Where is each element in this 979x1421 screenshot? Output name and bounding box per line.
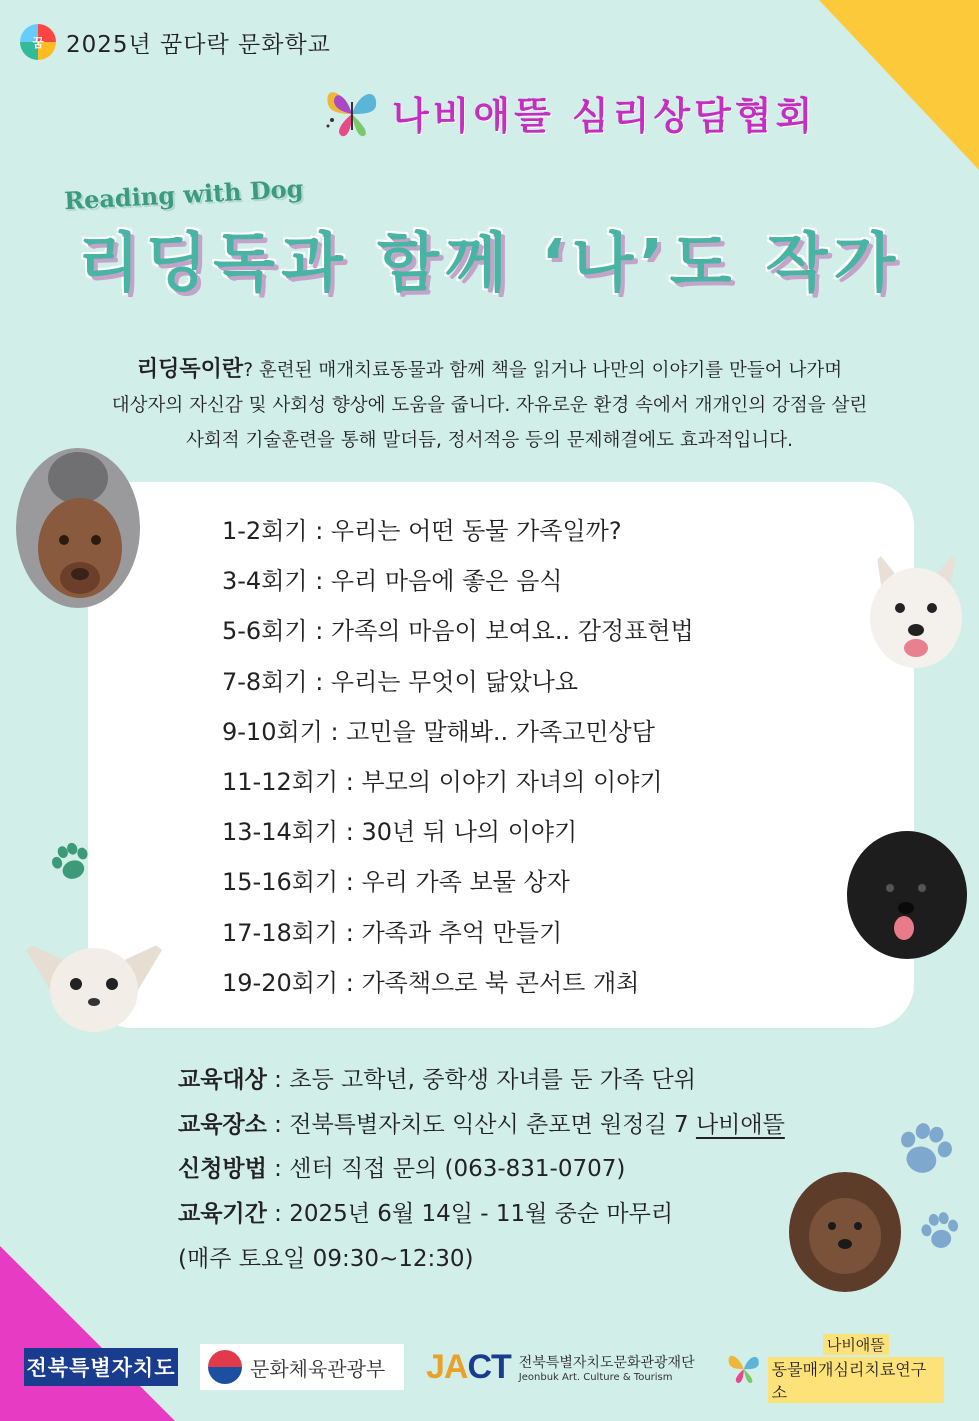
school-header	[20, 24, 331, 60]
dog-photo-chihuahua	[16, 932, 172, 1032]
taegeuk-icon	[208, 1350, 242, 1384]
title-eyebrow: Reading with Dog	[63, 173, 305, 216]
jact-name-ko: 전북특별자치도문화관광재단	[518, 1354, 695, 1371]
info-place-name: 나비애뜰	[695, 1111, 785, 1138]
session-list	[222, 506, 862, 1008]
butterfly-icon	[320, 80, 384, 144]
session-item: 3-4회기 : 우리 마음에 좋은 음식	[222, 567, 563, 596]
info-target-key: 교육대상	[178, 1067, 267, 1093]
info-schedule: (매주 토요일 09:30~12:30)	[178, 1245, 474, 1272]
jact-mark-b: CT	[467, 1347, 511, 1386]
jact-mark-a: JA	[426, 1347, 468, 1386]
sponsor-footer	[0, 1332, 979, 1402]
info-place-key: 교육장소	[178, 1111, 267, 1138]
butterfly-icon	[724, 1348, 764, 1388]
info-target-value: : 초등 고학년, 중학생 자녀를 둔 가족 단위	[266, 1067, 696, 1093]
info-period	[178, 1192, 898, 1237]
paw-print-icon	[918, 1210, 962, 1254]
association-name: 나비애뜰 심리상담협회	[392, 93, 817, 138]
session-item: 1-2회기 : 우리는 어떤 동물 가족일까?	[222, 517, 622, 545]
session-item: 5-6회기 : 가족의 마음이 보여요.. 감정표현법	[222, 617, 694, 646]
session-item: 13-14회기 : 30년 뒤 나의 이야기	[222, 818, 578, 847]
session-item: 17-18회기 : 가족과 추억 만들기	[222, 918, 563, 947]
info-apply-value: : 센터 직접 문의 (063-831-0707)	[266, 1156, 626, 1183]
intro-line-2: 대상자의 자신감 및 사회성 향상에 도움을 줍니다. 자유로운 환경 속에서 개개인의 강점을 살린	[111, 395, 868, 416]
lab-logo	[724, 1336, 944, 1400]
intro-line-1: ? 훈련된 매개치료동물과 함께 책을 읽거나 나만의 이야기를 만들어 나가며	[243, 360, 843, 381]
info-target	[178, 1058, 898, 1103]
mcst-name: 문화체육관광부	[250, 1356, 386, 1381]
jeonbuk-logo: 전북특별자치도	[24, 1348, 178, 1386]
session-item: 11-12회기 : 부모의 이야기 자녀의 이야기	[222, 767, 663, 796]
school-name: 2025년 꿈다락 문화학교	[66, 31, 331, 58]
corner-decoration-top-right	[819, 0, 979, 170]
lab-name-top: 나비애뜰	[823, 1334, 889, 1355]
jact-mark	[426, 1348, 511, 1387]
info-place-value: : 전북특별자치도 익산시 춘포면 원정길 7	[266, 1111, 696, 1138]
association-header	[320, 80, 816, 144]
session-item: 15-16회기 : 우리 가족 보물 상자	[222, 868, 570, 897]
mcst-logo	[200, 1344, 404, 1390]
session-item: 19-20회기 : 가족책으로 북 콘서트 개최	[222, 968, 640, 997]
info-place	[178, 1103, 898, 1148]
intro-paragraph	[0, 352, 979, 458]
dog-photo-black-poodle	[846, 830, 968, 960]
page-title: 리딩독과 함께 ‘나’도 작가	[77, 227, 902, 301]
jact-text	[519, 1352, 695, 1383]
dog-photo-white	[862, 540, 970, 672]
info-apply	[178, 1147, 898, 1192]
intro-lead: 리딩독이란	[136, 357, 244, 382]
jact-logo	[426, 1344, 698, 1390]
lab-name-bottom: 동물매개심리치료연구소	[768, 1357, 944, 1403]
school-logo-icon: 꿈	[20, 24, 56, 60]
paw-print-icon	[892, 1118, 956, 1182]
info-period-value: : 2025년 6월 14일 - 11월 중순 마무리	[266, 1201, 674, 1228]
session-item: 7-8회기 : 우리는 무엇이 닮았나요	[222, 667, 579, 696]
info-period-key: 교육기간	[178, 1201, 267, 1228]
info-apply-key: 신청방법	[178, 1156, 267, 1183]
program-info	[178, 1058, 898, 1281]
dog-photo-hood	[16, 448, 140, 608]
paw-print-icon	[48, 840, 94, 886]
session-item: 9-10회기 : 고민을 말해봐.. 가족고민상담	[222, 717, 655, 746]
intro-line-3: 사회적 기술훈련을 통해 말더듬, 정서적응 등의 문제해결에도 효과적입니다.	[186, 430, 793, 451]
jact-name-en: Jeonbuk Art. Culture & Tourism	[518, 1371, 673, 1383]
lab-text	[768, 1334, 944, 1403]
